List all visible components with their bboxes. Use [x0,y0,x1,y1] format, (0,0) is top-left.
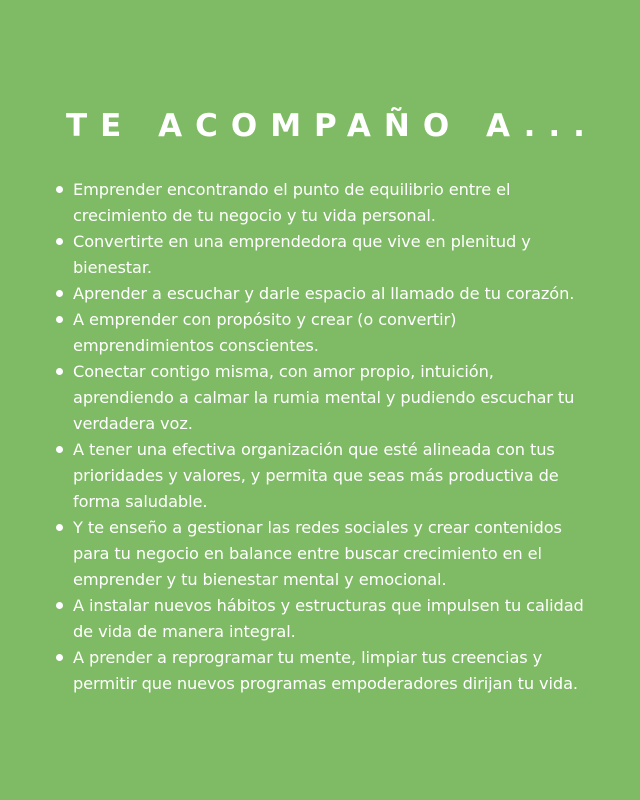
list-item [54,281,594,307]
list-item-text: Y te enseño a gestionar las redes sociales y crear contenidos para tu negocio en balance entre buscar crecimiento en el emprender y tu bienestar mental y emocional. [73,518,562,589]
list-item-text: Aprender a escuchar y darle espacio al llamado de tu corazón. [73,284,575,303]
bullet-icon [56,524,63,531]
list-item [54,645,594,697]
bullet-icon [56,654,63,661]
list-item [54,229,594,281]
bullet-icon [56,602,63,609]
list-item-text: A instalar nuevos hábitos y estructuras que impulsen tu calidad de vida de manera integral. [73,596,584,641]
list-item-text: Conectar contigo misma, con amor propio, intuición, aprendiendo a calmar la rumia mental y pudiendo escuchar tu verdadera voz. [73,362,575,433]
bullet-icon [56,446,63,453]
list-item [54,177,594,229]
list-item-text: A emprender con propósito y crear (o convertir) emprendimientos conscientes. [73,310,457,355]
bullet-icon [56,238,63,245]
list-item [54,359,594,437]
page-title: TE ACOMPAÑO A... [66,108,598,144]
list-item [54,593,594,645]
bullet-icon [56,290,63,297]
benefits-list [54,177,594,697]
list-item-text: A tener una efectiva organización que esté alineada con tus prioridades y valores, y permita que seas más productiva de forma saludable. [73,440,559,511]
list-item-text: Emprender encontrando el punto de equilibrio entre el crecimiento de tu negocio y tu vida personal. [73,180,511,225]
bullet-icon [56,316,63,323]
list-item [54,515,594,593]
bullet-icon [56,186,63,193]
bullet-icon [56,368,63,375]
list-item [54,437,594,515]
list-item [54,307,594,359]
list-item-text: Convertirte en una emprendedora que vive en plenitud y bienestar. [73,232,531,277]
list-item-text: A prender a reprogramar tu mente, limpiar tus creencias y permitir que nuevos programas empoderadores dirijan tu vida. [73,648,578,693]
